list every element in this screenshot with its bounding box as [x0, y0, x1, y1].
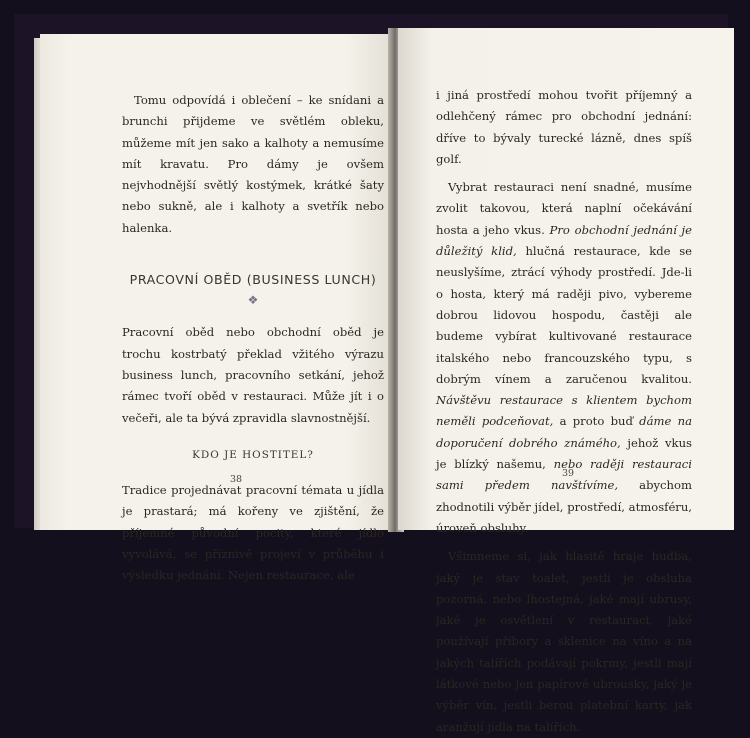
italic-text: Návštěvu restaurace s klientem bychom neměli podceňovat, [436, 393, 692, 429]
paragraph: Tradice projednávat pracovní témata u jídla je prastará; má kořeny ve zjištění, že příjemné původní pocity, které jídlo vyvolává, se příznivě projeví v průběhu i výsledku jednání. Nejen restaurace, ale [122, 483, 384, 583]
italic-text: dáme na doporučení dobrého známého, [436, 414, 692, 450]
page-number: 38 [230, 474, 243, 485]
text-run: hlučná restaurace, kde se neuslyšíme, ztrácí výhody prostředí. Jde-li o hosta, který má raději pivo, vybereme dobrou lidovou hospodu, častěji ale budeme vybírat kultivované restaurace italského nebo francouzského typu, s dobrým vínem a zaručenou kvalitou. [436, 244, 693, 386]
paragraph: Tomu odpovídá i oblečení – ke snídani a brunchi přijdeme ve světlém obleku, můžeme mít jen sako a kalhoty a nemusíme mít kravatu. Pro dámy je ovšem nejvhodnější světlý kostýmek, krátké šaty nebo sukně, ale i kalhoty a svetřík nebo halenka. [122, 93, 384, 235]
book-spread [14, 14, 728, 734]
paragraph: Pracovní oběd nebo obchodní oběd je trochu kostrbatý překlad vžitého výrazu business lunch, pracovního setkání, jehož rámec tvoří oběd v restauraci. Může jít i o večeři, ale ta bývá zpravidla slavnostnější. [122, 325, 384, 425]
left-page [40, 34, 396, 583]
ornament-icon: ❖ [247, 293, 259, 308]
italic-text: Pro obchodní jednání je důležitý klid, [436, 222, 692, 259]
paragraph: i jiná prostředí mohou tvořit příjemný a odlehčený rámec pro obchodní jednání: dříve to bývaly turecké lázně, dnes spíš golf. [436, 88, 692, 166]
text-run: jehož vkus je blízký našemu, [436, 435, 692, 472]
left-page-text [122, 90, 384, 587]
subsection-title: KDO JE HOSTITEL? [192, 448, 314, 461]
text-run: Vybrat restauraci není snadné, musíme zvolit takovou, která naplní očekávání hosta a jeho vkus. [436, 180, 692, 237]
section-title: PRACOVNÍ OBĚD (BUSINESS LUNCH) [129, 272, 377, 288]
right-page-text [436, 85, 692, 738]
right-page [398, 28, 734, 734]
paragraph: Všimneme si, jak hlasitě hraje hudba, jaký je stav toalet, jestli je obsluha pozorná, nebo lhostejná, jaké mají ubrusy, jaké je osvětlení v restauraci, jaké používají příbory a sklenice na víno a na jakých talířích podávají pokrmy, jestli mají látkové nebo jen papírové ubrousky, jaký je výběr vín, jestli berou platební karty, jak aranžují jídla na talířích. [436, 549, 692, 734]
text-run: a proto buď [559, 414, 633, 429]
paragraph [436, 177, 692, 539]
page-number: 39 [562, 468, 575, 479]
text-run: abychom zhodnotili výběr jídel, prostředí, atmosféru, úroveň obsluhy. [436, 478, 692, 535]
italic-text: nebo raději restauraci sami předem navštívíme, [436, 457, 693, 493]
